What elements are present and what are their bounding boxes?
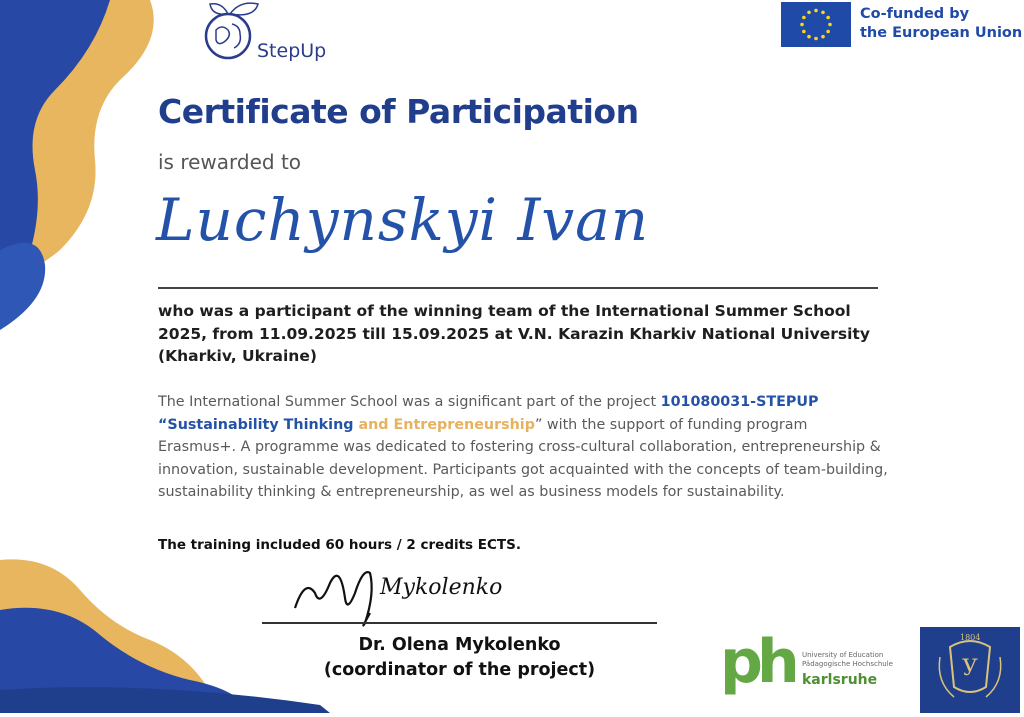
project-id: 101080031-STEPUP	[660, 394, 819, 410]
university-crest-logo	[920, 627, 1020, 713]
stepup-logo-text: StepUp	[257, 40, 327, 62]
ph-subtitle	[802, 651, 893, 669]
eu-star	[826, 30, 830, 34]
project-description	[158, 391, 888, 504]
eu-star	[802, 16, 806, 20]
project-title-part-2: and Entrepreneurship	[358, 416, 535, 433]
eu-text-line-2: the European Union	[860, 25, 1023, 41]
eu-star	[802, 30, 806, 34]
signer-name: Dr. Olena Mykolenko	[358, 635, 561, 655]
training-hours: The training included 60 hours / 2 credits ECTS.	[158, 537, 521, 553]
ph-karlsruhe-logo	[720, 627, 900, 703]
ph-subtitle-line-2: Pädagogische Hochschule	[802, 660, 893, 668]
ph-city: karlsruhe	[802, 672, 878, 688]
signature	[285, 553, 525, 633]
project-title-part-1: “Sustainability Thinking	[158, 416, 359, 433]
eu-funding-text	[860, 5, 1022, 43]
svg-text:У: У	[962, 656, 978, 681]
ph-letters: ph	[720, 627, 794, 697]
eu-star	[800, 23, 804, 27]
stepup-logo	[200, 0, 330, 66]
signature-text: Mykolenko	[380, 575, 503, 600]
eu-star	[821, 35, 825, 39]
signature-line	[262, 622, 657, 624]
certificate-title: Certificate of Participation	[158, 92, 639, 131]
eu-star	[814, 9, 818, 13]
mid-left-blue-wave	[0, 243, 45, 330]
bottom-blue-strip	[0, 687, 330, 713]
participation-statement: who was a participant of the winning team of the International Summer School 2025, from 11.09.2025 till 15.09.2025 at V.N. Karazin Kharkiv National University (Kharkiv, Ukraine)	[158, 302, 870, 365]
eu-star	[807, 35, 811, 39]
eu-star	[814, 37, 818, 41]
name-underline	[158, 287, 878, 289]
desc-part-2: ” with the support of funding program Erasmus+. A programme was dedicated to fostering cross-cultural collaboration, entrepreneurship & innovation, sustainable development. Participants got acquainted with the concepts of team-building, sustainability thinking & entrepreneurship, as wel as business models for sustainability.	[158, 416, 888, 500]
ph-subtitle-line-1: University of Education	[802, 651, 884, 659]
eu-star	[807, 11, 811, 15]
eu-star	[828, 23, 832, 27]
eu-text-line-1: Co-funded by	[860, 6, 970, 22]
rewarded-text: is rewarded to	[158, 150, 302, 174]
eu-star	[826, 16, 830, 20]
eu-flag-icon	[781, 2, 851, 47]
crest-year: 1804	[960, 633, 981, 642]
signer-role: (coordinator of the project)	[323, 660, 596, 680]
desc-part-1: The International Summer School was a significant part of the project	[158, 394, 661, 410]
recipient-name: Luchynskyi Ivan	[156, 186, 650, 254]
signer-block	[262, 633, 657, 683]
eu-star	[821, 11, 825, 15]
